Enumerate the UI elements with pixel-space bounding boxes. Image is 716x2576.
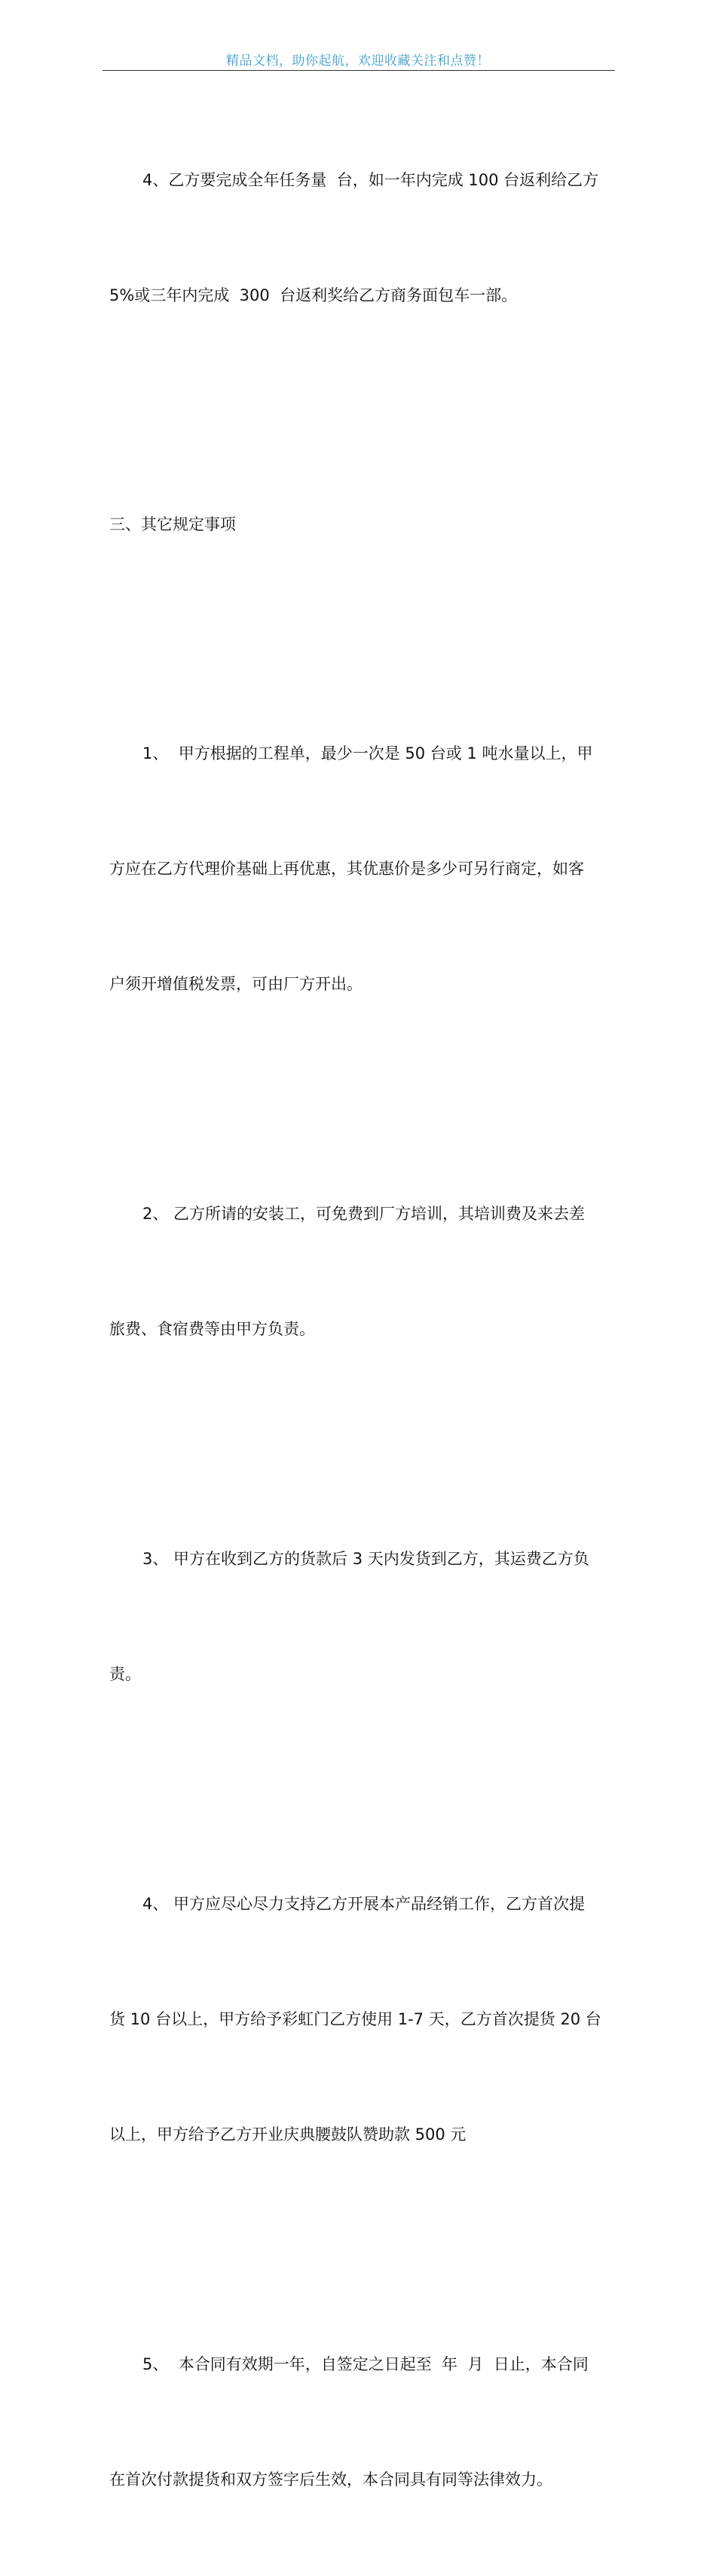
clause-2 (109, 1118, 610, 1426)
text-line: 3、 甲方在收到乙方的货款后 3 天内发货到乙方，其运费乙方负 (142, 1550, 589, 1568)
text-line: 方应在乙方代理价基础上再优惠，其优惠价是多少可另行商定，如客 (109, 860, 584, 878)
clause-3 (109, 1463, 610, 1771)
text-line: 5、 本合同有效期一年，自签定之日起至 年 月 日止，本合同 (142, 2355, 589, 2373)
text-line: 户须开增值税发票，可由厂方开出。 (109, 975, 363, 993)
text-line: 5%或三年内完成 300 台返利奖给乙方商务面包车一部。 (109, 286, 518, 304)
clause-4 (109, 1808, 610, 2231)
text-line: 4、 甲方应尽心尽力支持乙方开展本产品经销工作，乙方首次提 (142, 1895, 586, 1913)
header-divider (103, 70, 615, 71)
text-line: 在首次付款提货和双方签字后生效，本合同具有同等法律效力。 (109, 2471, 552, 2489)
text-line: 以上，甲方给予乙方开业庆典腰鼓队赞助款 500 元 (109, 2125, 467, 2144)
document-body (109, 84, 610, 2576)
section-heading-other-provisions (109, 429, 610, 621)
clause-1 (109, 658, 610, 1080)
paragraph-4-task-rebate (109, 84, 610, 392)
page-header: 精品文档，助你起航，欢迎收藏关注和点赞！ (226, 53, 490, 69)
clause-5 (109, 2269, 610, 2576)
text-line: 4、乙方要完成全年任务量 台，如一年内完成 100 台返利给乙方 (142, 171, 599, 189)
text-line: 1、 甲方根据的工程单，最少一次是 50 台或 1 吨水量以上，甲 (142, 744, 593, 762)
text-line: 责。 (109, 1665, 141, 1683)
text-line: 2、 乙方所请的安装工，可免费到厂方培训，其培训费及来去差 (142, 1205, 586, 1223)
section-title: 三、其它规定事项 (109, 515, 236, 533)
text-line: 货 10 台以上，甲方给予彩虹门乙方使用 1-7 天，乙方首次提货 20 台 (109, 2010, 601, 2028)
text-line: 旅费、食宿费等由甲方负责。 (109, 1320, 315, 1338)
